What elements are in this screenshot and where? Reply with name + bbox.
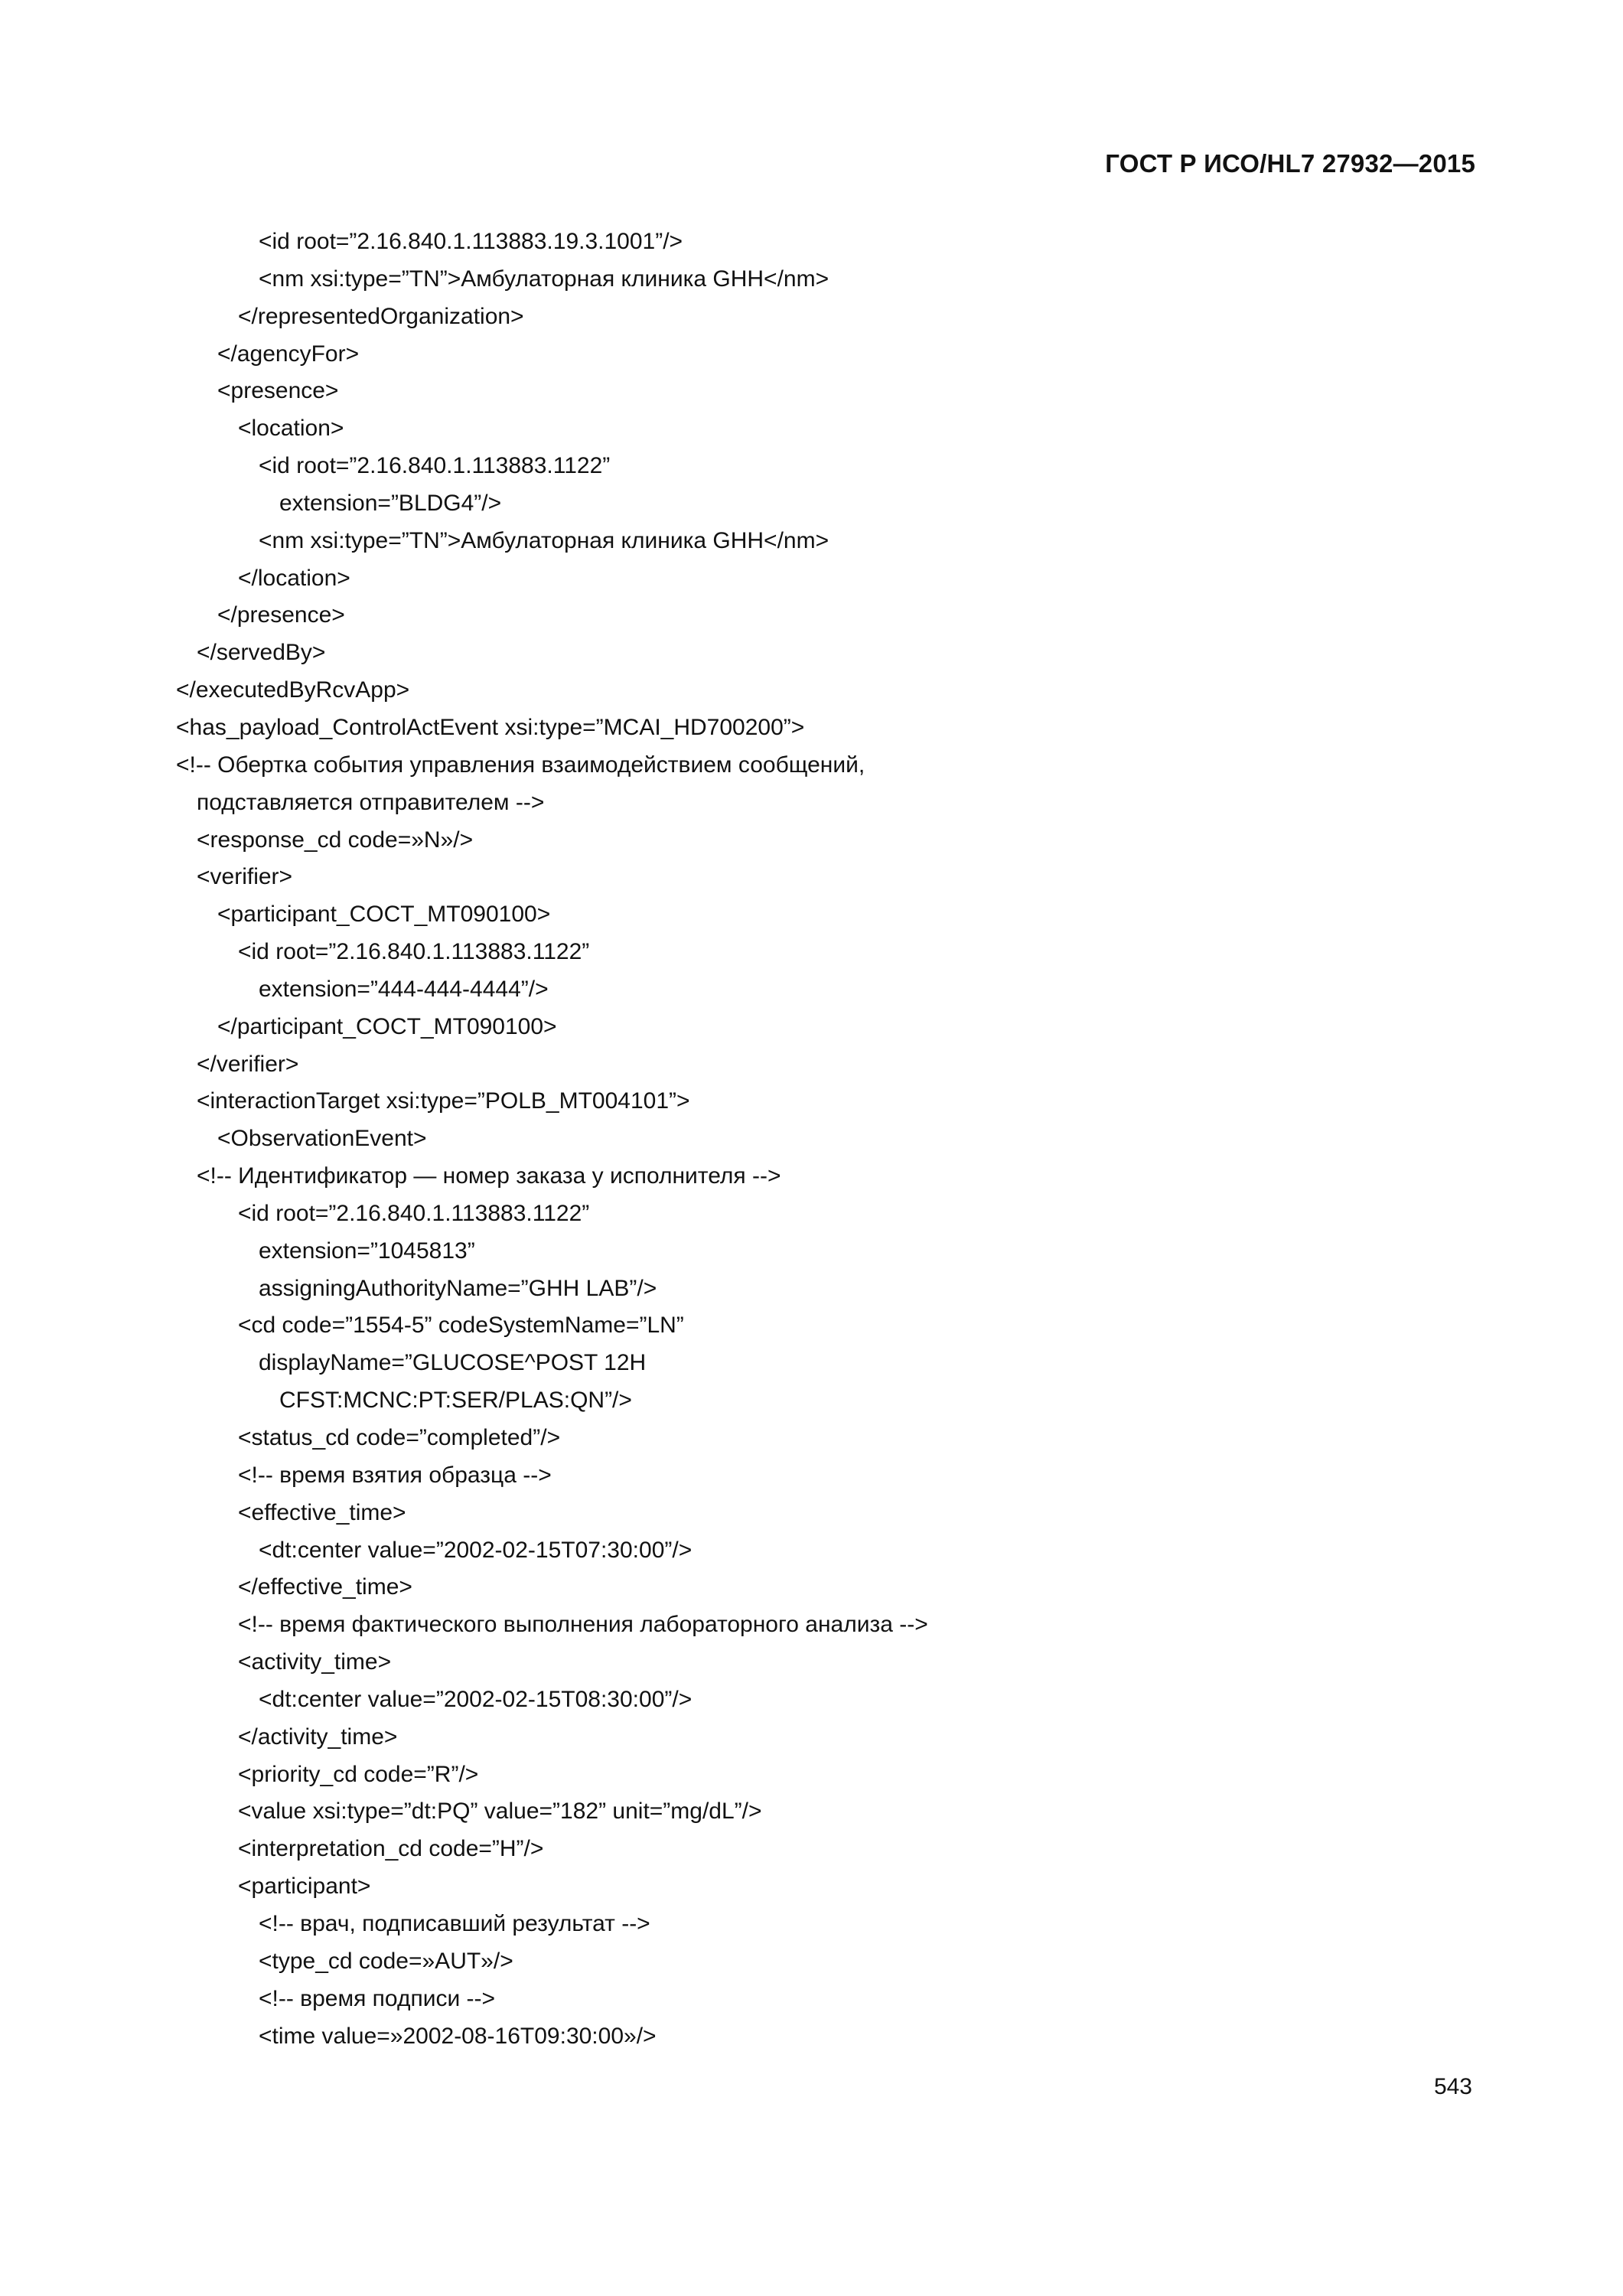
code-line: <ObservationEvent> <box>217 1126 427 1152</box>
code-line: <participant> <box>238 1874 371 1900</box>
page-header: ГОСТ Р ИСО/HL7 27932—2015 <box>1105 149 1475 178</box>
code-line: <id root=”2.16.840.1.113883.1122” <box>238 1200 590 1226</box>
code-line: <id root=”2.16.840.1.113883.1122” <box>238 939 590 965</box>
code-line: <!-- время фактического выполнения лабораторного анализа --> <box>238 1612 928 1638</box>
code-line: <activity_time> <box>238 1649 392 1675</box>
code-line: <status_cd code=”completed”/> <box>238 1425 561 1450</box>
code-line: <effective_time> <box>238 1499 406 1525</box>
code-line: </representedOrganization> <box>238 303 524 329</box>
code-line: </presence> <box>217 602 345 628</box>
code-line: </participant_COCT_MT090100> <box>217 1013 557 1039</box>
code-line: подставляется отправителем --> <box>197 789 545 815</box>
code-line: </agencyFor> <box>217 341 360 367</box>
code-line: </verifier> <box>197 1051 299 1077</box>
code-line: extension=”444-444-4444”/> <box>259 976 549 1002</box>
code-line: <cd code=”1554-5” codeSystemName=”LN” <box>238 1313 684 1339</box>
code-line: <priority_cd code=”R”/> <box>238 1761 479 1787</box>
code-line: <dt:center value=”2002-02-15T07:30:00”/> <box>259 1537 693 1563</box>
code-line: CFST:MCNC:PT:SER/PLAS:QN”/> <box>279 1388 632 1414</box>
code-line: </executedByRcvApp> <box>176 677 410 703</box>
code-line: <!-- врач, подписавший результат --> <box>259 1910 650 1936</box>
code-line: displayName=”GLUCOSE^POST 12H <box>259 1350 647 1376</box>
code-line: <dt:center value=”2002-02-15T08:30:00”/> <box>259 1686 693 1712</box>
code-line: <interpretation_cd code=”H”/> <box>238 1836 544 1862</box>
code-line: <time value=»2002-08-16T09:30:00»/> <box>259 2023 657 2049</box>
code-line: </servedBy> <box>197 640 326 666</box>
code-line: <!-- время взятия образца --> <box>238 1462 552 1488</box>
code-line: </activity_time> <box>238 1724 398 1750</box>
code-line: <has_payload_ControlActEvent xsi:type=”MCAI_HD700200”> <box>176 714 805 740</box>
code-line: assigningAuthorityName=”GHH LAB”/> <box>259 1275 657 1301</box>
code-line: extension=”1045813” <box>259 1238 475 1264</box>
code-line: <verifier> <box>197 864 293 890</box>
code-line: <id root=”2.16.840.1.113883.19.3.1001”/> <box>259 229 683 254</box>
code-line: <interactionTarget xsi:type=”POLB_MT004101”> <box>197 1088 690 1114</box>
xml-code-listing <box>0 223 928 2055</box>
code-line: <!-- время подписи --> <box>259 1985 496 2011</box>
code-line: <location> <box>238 416 344 442</box>
code-line: <!-- Идентификатор — номер заказа у исполнителя --> <box>197 1163 781 1189</box>
code-line: <nm xsi:type=”TN”>Амбулаторная клиника GHH</nm> <box>259 527 829 553</box>
code-line: <type_cd code=»AUT»/> <box>259 1948 513 1974</box>
code-line: <id root=”2.16.840.1.113883.1122” <box>259 453 611 479</box>
page-number: 543 <box>1433 2074 1472 2099</box>
code-line: </effective_time> <box>238 1574 412 1600</box>
code-line: <participant_COCT_MT090100> <box>217 902 551 928</box>
code-line: <nm xsi:type=”TN”>Амбулаторная клиника GHH</nm> <box>259 266 829 292</box>
code-line: <response_cd code=»N»/> <box>197 827 474 853</box>
code-line: <presence> <box>217 378 339 404</box>
code-line: <!-- Обертка события управления взаимодействием сообщений, <box>176 752 865 778</box>
code-line: <value xsi:type=”dt:PQ” value=”182” unit=”mg/dL”/> <box>238 1799 762 1825</box>
code-line: </location> <box>238 565 350 591</box>
code-line: extension=”BLDG4”/> <box>279 490 502 516</box>
